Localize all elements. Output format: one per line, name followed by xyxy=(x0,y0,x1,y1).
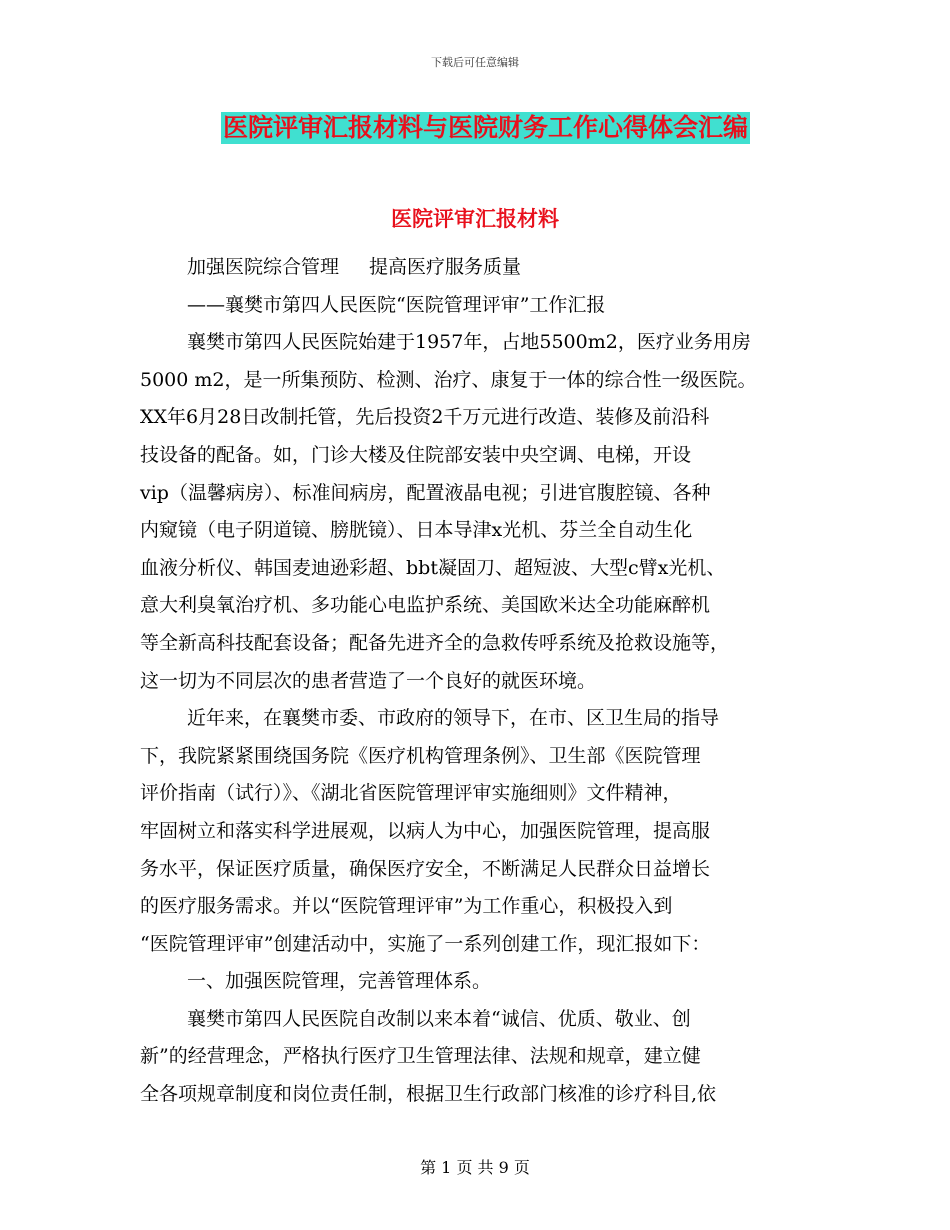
paragraph-line: 近年来，在襄樊市委、市政府的领导下，在市、区卫生局的指导 xyxy=(187,707,720,730)
section-title: 医院评审汇报材料 xyxy=(391,207,559,231)
paragraph-line: 这一切为不同层次的患者营造了一个良好的就医环境。 xyxy=(140,669,597,692)
paragraph-line: 血液分析仪、韩国麦迪逊彩超、bbt凝固刀、超短波、大型c臂x光机、 xyxy=(140,556,726,579)
paragraph-line: 牢固树立和落实科学进展观，以病人为中心，加强医院管理，提高服 xyxy=(140,819,711,842)
paragraph-line: XX年6月28日改制托管，先后投资2千万元进行改造、装修及前沿科 xyxy=(140,406,710,429)
paragraph-line: 等全新高科技配套设备；配备先进齐全的急救传呼系统及抢救设施等， xyxy=(140,631,730,654)
section-heading: 一、加强医院管理，完善管理体系。 xyxy=(187,970,492,993)
paragraph-line: 内窥镜（电子阴道镜、膀胱镜）、日本导津x光机、芬兰全自动生化 xyxy=(140,519,693,542)
paragraph-line: 意大利臭氧治疗机、多功能心电监护系统、美国欧米达全功能麻醉机 xyxy=(140,594,711,617)
paragraph-line: 襄樊市第四人民医院自改制以来本着“诚信、优质、敬业、创 xyxy=(187,1007,691,1030)
report-subtitle-line: ——襄樊市第四人民医院“医院管理评审”工作汇报 xyxy=(187,293,606,316)
paragraph-line: 的医疗服务需求。并以“医院管理评审”为工作重心，积极投入到 xyxy=(140,895,673,918)
document-body xyxy=(140,249,830,1114)
paragraph-line: “医院管理评审”创建活动中，实施了一系列创建工作，现汇报如下： xyxy=(140,932,711,955)
subtitle-heading xyxy=(140,249,830,287)
paragraph-line: 襄樊市第四人民医院始建于1957年，占地5500m2，医疗业务用房 xyxy=(187,331,751,354)
page-footer: 第 1 页 共 9 页 xyxy=(420,1158,530,1177)
document-main-title: 医院评审汇报材料与医院财务工作心得体会汇编 xyxy=(223,113,749,142)
paragraph-line: vip（温馨病房）、标准间病房，配置液晶电视；引进官腹腔镜、各种 xyxy=(140,481,711,504)
heading-part-2: 提高医疗服务质量 xyxy=(369,256,522,278)
paragraph-line: 下，我院紧紧围绕国务院《医疗机构管理条例》、卫生部《医院管理 xyxy=(140,744,701,767)
paragraph-line: 技设备的配备。如，门诊大楼及住院部安装中央空调、电梯，开设 xyxy=(140,443,692,466)
paragraph-line: 全各项规章制度和岗位责任制，根据卫生行政部门核准的诊疗科目,依 xyxy=(140,1083,717,1106)
header-note: 下载后可任意编辑 xyxy=(431,56,519,69)
paragraph-line: 评价指南（试行）》、《湖北省医院管理评审实施细则》文件精神， xyxy=(140,782,682,805)
heading-part-1: 加强医院综合管理 xyxy=(187,256,340,278)
paragraph-line: 新”的经营理念，严格执行医疗卫生管理法律、法规和规章，建立健 xyxy=(140,1045,701,1068)
paragraph-line: 5000 m2，是一所集预防、检测、治疗、康复于一体的综合性一级医院。 xyxy=(140,368,757,391)
paragraph-line: 务水平，保证医疗质量，确保医疗安全，不断满足人民群众日益增长 xyxy=(140,857,711,880)
